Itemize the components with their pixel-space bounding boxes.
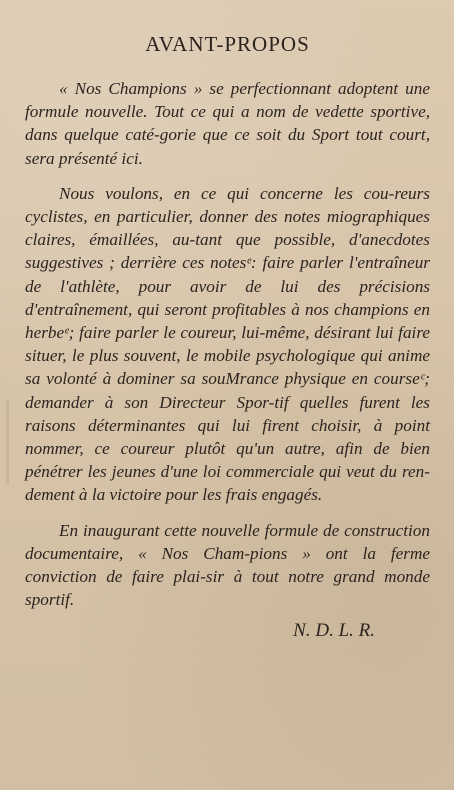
page-title: AVANT-PROPOS bbox=[145, 32, 310, 56]
closing-paragraph: En inaugurant cette nouvelle formule de construction documentaire, « Nos Cham-pions » ont la ferme conviction de faire plai-sir à tout notre grand monde sportif. bbox=[25, 520, 430, 610]
intro-paragraph: « Nos Champions » se perfectionnant adoptent une formule nouvelle. Tout ce qui a nom de vedette sportive, dans quelque caté-gorie que ce soit du Sport tout court, sera présenté ici. bbox=[25, 79, 430, 168]
mission-paragraph: Nous voulons, en ce qui concerne les cou-reurs cyclistes, en particulier, donner des notes miographiques claires, émaillées, au-tant que possible, d'anecdotes suggestives ; derrière ces notesᵉ: faire parler l'entraîneur de l'athlète, pour avoir de lui des précisions d'entraînement, qui seront profitables à nos champions en herbeᵉ; faire parler le coureur, lui-même, désirant lui faire situer, le plus souvent, le mobile psychologique qui anime sa volonté à dominer sa souMrance physique en courseᶜ; demander à son Directeur Spor-tif quelles furent les raisons déterminantes qui lui firent choisir, à point nommer, ce coureur plutôt qu'un autre, afin de bien pénétrer les jeunes d'une loi commerciale qui veut du ren-dement à la victoire pour les frais engagés. bbox=[25, 183, 430, 505]
page-wear-mark bbox=[6, 400, 9, 485]
signature: N. D. L. R. bbox=[293, 620, 375, 642]
